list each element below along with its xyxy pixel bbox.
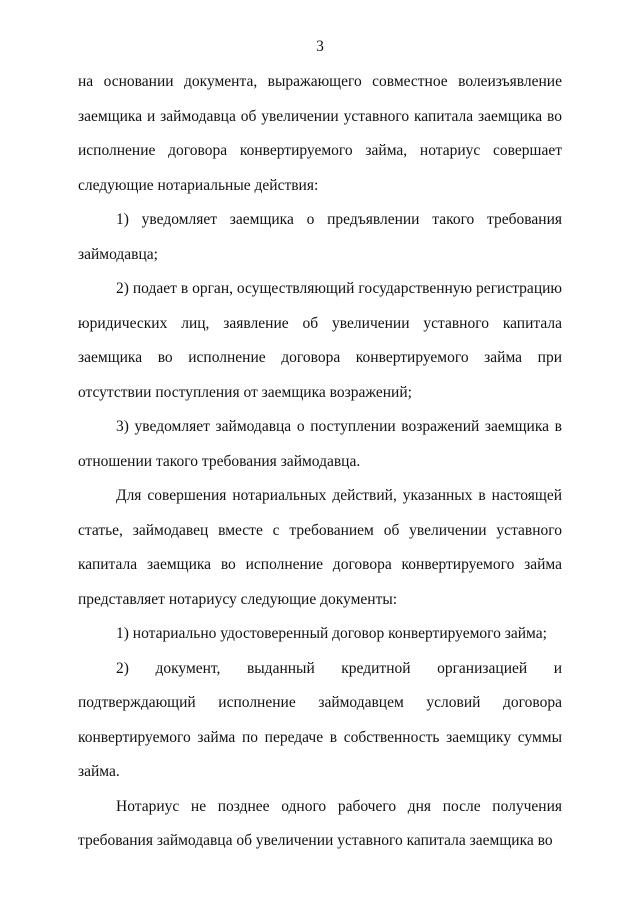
paragraph-notary-deadline: Нотариус не позднее одного рабочего дня после получения требования займодавца об увеличении уставного капитала заемщика во xyxy=(78,797,562,849)
list-item-submit-application: 2) подает в орган, осуществляющий государственную регистрацию юридических лиц, заявление об увеличении уставного капитала заемщика во исполнение договора конвертируемого займа при отсутствии поступления от заемщика возражений; xyxy=(78,280,562,401)
list-item-notify-lender: 3) уведомляет займодавца о поступлении возражений заемщика в отношении такого требования займодавца. xyxy=(78,418,562,470)
list-item-loan-agreement: 1) нотариально удостоверенный договор конвертируемого займа; xyxy=(116,625,547,642)
paragraph-continuation: на основании документа, выражающего совместное волеизъявление заемщика и займодавца об увеличении уставного капитала заемщика во исполнение договора конвертируемого займа, нотариус совершает следующие нотариальные действия: xyxy=(78,73,562,194)
list-item-bank-document: 2) документ, выданный кредитной организацией и подтверждающий исполнение займодавцем условий договора конвертируемого займа по передаче в собственность заемщику суммы займа. xyxy=(78,659,562,780)
page-number: 3 xyxy=(316,38,324,55)
document-body xyxy=(78,65,562,859)
list-item-notify-borrower: 1) уведомляет заемщика о предъявлении такого требования займодавца; xyxy=(78,211,562,263)
paragraph-required-documents: Для совершения нотариальных действий, указанных в настоящей статье, займодавец вместе с требованием об увеличении уставного капитала заемщика во исполнение договора конвертируемого займа представляет нотариусу следующие документы: xyxy=(78,487,562,608)
